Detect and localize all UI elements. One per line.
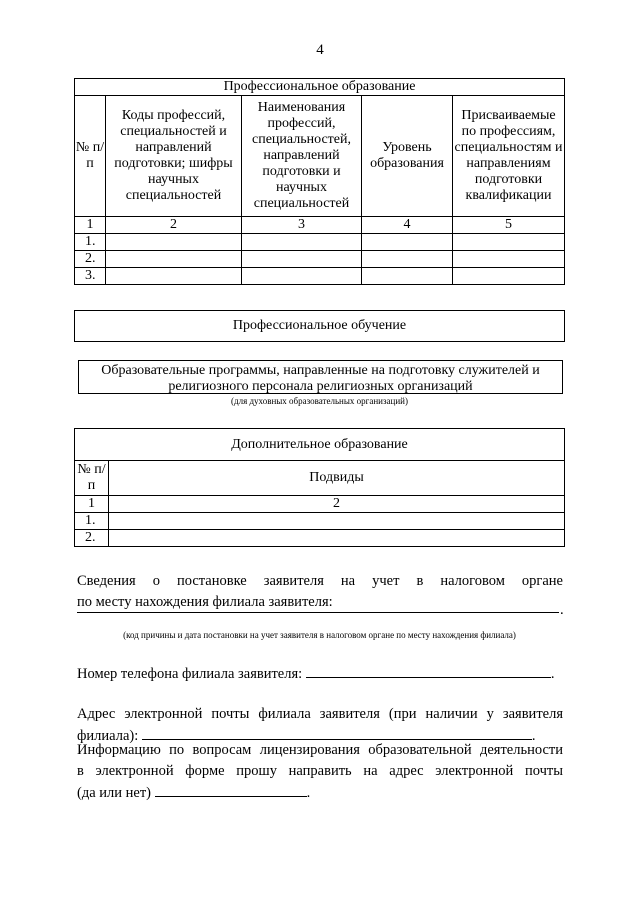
religious-programs-box: Образовательные программы, направленные на подготовку служителей и религиозного персонала религиозных организаций (78, 360, 563, 394)
phone-end-mark: . (550, 666, 555, 682)
phone-label: Номер телефона филиала заявителя: (77, 666, 303, 682)
electronic-info-line2: в электронной форме прошу направить на адрес электронной почты (77, 763, 563, 779)
additional-education-title: Дополнительное образование (75, 429, 565, 461)
cell-qualification[interactable] (453, 234, 565, 251)
cell-qualification[interactable] (453, 268, 565, 285)
col-header-level: Уровень образования (362, 96, 453, 217)
row-number: 1. (75, 513, 109, 530)
tax-info-field[interactable] (77, 612, 559, 613)
email-field[interactable] (142, 725, 532, 740)
cell-level[interactable] (362, 268, 453, 285)
page-number: 4 (316, 42, 324, 58)
col-number-2: 2 (106, 217, 242, 234)
cell-codes[interactable] (106, 251, 242, 268)
cell-names[interactable] (242, 234, 362, 251)
col-header-number: № п/п (75, 461, 109, 496)
cell-subtype[interactable] (109, 530, 565, 547)
col-header-subtypes: Подвиды (109, 461, 565, 496)
col-number-4: 4 (362, 217, 453, 234)
tax-info-note: (код причины и дата постановки на учет заявителя в налоговом органе по месту нахождения филиала) (123, 630, 516, 640)
table-row (75, 513, 565, 530)
col-number-1: 1 (75, 217, 106, 234)
table-row (75, 268, 565, 285)
electronic-info-field[interactable] (155, 782, 307, 797)
religious-programs-note: (для духовных образовательных организаций) (231, 396, 408, 406)
col-number-5: 5 (453, 217, 565, 234)
phone-row (77, 663, 563, 685)
cell-names[interactable] (242, 268, 362, 285)
table-row (75, 234, 565, 251)
cell-codes[interactable] (106, 234, 242, 251)
email-label: филиала): (77, 728, 139, 744)
col-header-names: Наименования профессий, специальностей, направлений подготовки и научных специальностей (242, 96, 362, 217)
electronic-info-end-mark: . (306, 785, 311, 801)
electronic-info-row (77, 782, 563, 804)
prof-training-box: Профессиональное обучение (74, 310, 565, 342)
col-header-codes: Коды профессий, специальностей и направлений подготовки; шифры научных специальностей (106, 96, 242, 217)
col-header-number: № п/п (75, 96, 106, 217)
prof-education-table (74, 78, 565, 285)
email-end-mark: . (531, 728, 536, 744)
col-header-qualification: Присваиваемые по профессиям, специальностям и направлениям подготовки квалификации (453, 96, 565, 217)
cell-codes[interactable] (106, 268, 242, 285)
row-number: 2. (75, 251, 106, 268)
cell-names[interactable] (242, 251, 362, 268)
email-line1: Адрес электронной почты филиала заявителя (при наличии у заявителя (77, 706, 563, 722)
electronic-info-label: (да или нет) (77, 785, 152, 801)
prof-education-title: Профессиональное образование (75, 79, 565, 96)
col-number-1: 1 (75, 496, 109, 513)
tax-info-end-mark: . (560, 602, 564, 618)
tax-info-line2: по месту нахождения филиала заявителя: (77, 594, 333, 610)
cell-level[interactable] (362, 251, 453, 268)
col-number-3: 3 (242, 217, 362, 234)
row-number: 1. (75, 234, 106, 251)
cell-level[interactable] (362, 234, 453, 251)
table-row (75, 251, 565, 268)
cell-qualification[interactable] (453, 251, 565, 268)
additional-education-table (74, 428, 565, 547)
row-number: 3. (75, 268, 106, 285)
cell-subtype[interactable] (109, 513, 565, 530)
tax-info-line1: Сведения о постановке заявителя на учет в налоговом органе (77, 573, 563, 589)
row-number: 2. (75, 530, 109, 547)
col-number-2: 2 (109, 496, 565, 513)
table-row (75, 530, 565, 547)
phone-field[interactable] (306, 663, 551, 678)
electronic-info-line1: Информацию по вопросам лицензирования образовательной деятельности (77, 742, 563, 758)
